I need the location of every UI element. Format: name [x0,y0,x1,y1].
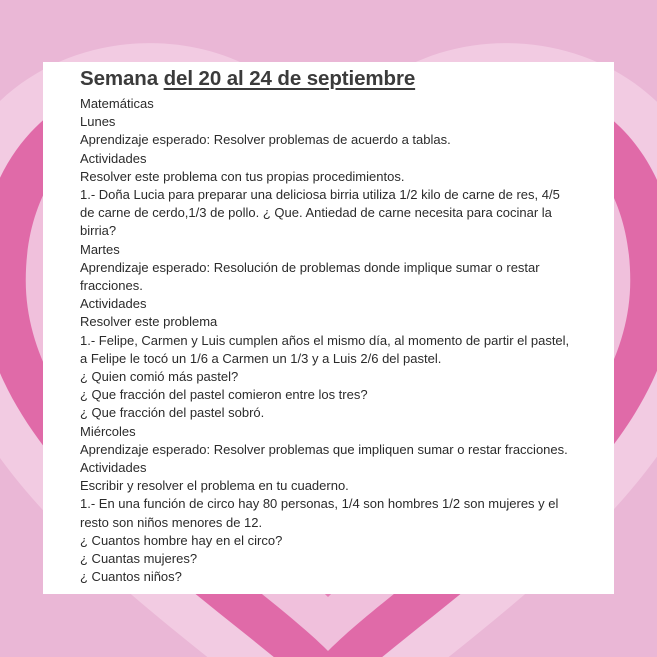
title-date-range: del 20 al 24 de septiembre [163,67,416,90]
page-title [80,66,606,92]
text-line: ¿ Quien comió más pastel? [80,369,239,385]
text-line: Resolver este problema [80,314,218,330]
text-line: Actividades [80,296,147,312]
text-line: ¿ Que fracción del pastel comieron entre los tres? [80,387,368,403]
text-line: ¿ Que fracción del pastel sobró. [80,405,265,421]
text-line: Resolver este problema con tus propias procedimientos. [80,168,405,184]
text-line: Lunes [80,114,116,130]
text-line: Aprendizaje esperado: Resolver problemas de acuerdo a tablas. [80,132,451,148]
text-line: Aprendizaje esperado: Resolución de problemas donde implique sumar o restar [80,259,540,275]
text-line: 1.- Felipe, Carmen y Luis cumplen años el mismo día, al momento de partir el pastel, [80,332,570,348]
text-line: ¿ Cuantas mujeres? [80,551,198,567]
title-week: Semana [80,67,164,90]
text-line: resto son niños menores de 12. [80,514,263,530]
text-line: Aprendizaje esperado: Resolver problemas que impliquen sumar o restar fracciones. [80,441,568,457]
document-card [43,62,614,594]
document-body [80,95,606,586]
text-line: ¿ Cuantos hombre hay en el circo? [80,532,283,548]
text-line: Miércoles [80,423,136,439]
text-line: fracciones. [80,278,143,294]
text-line: a Felipe le tocó un 1/6 a Carmen un 1/3 y a Luis 2/6 del pastel. [80,350,442,366]
text-line: birria? [80,223,117,239]
text-line: Actividades [80,460,147,476]
text-line: 1.- En una función de circo hay 80 personas, 1/4 son hombres 1/2 son mujeres y el [80,496,559,512]
text-line: de carne de cerdo,1/3 de pollo. ¿ Que. Antiedad de carne necesita para cocinar la [80,205,552,221]
text-line: Matemáticas [80,96,154,111]
text-line: Martes [80,241,120,257]
text-line: ¿ Cuantos niños? [80,569,182,585]
text-line: Actividades [80,150,147,166]
text-line: Escribir y resolver el problema en tu cuaderno. [80,478,349,494]
text-line: 1.- Doña Lucia para preparar una deliciosa birria utiliza 1/2 kilo de carne de res, 4/5 [80,187,560,203]
